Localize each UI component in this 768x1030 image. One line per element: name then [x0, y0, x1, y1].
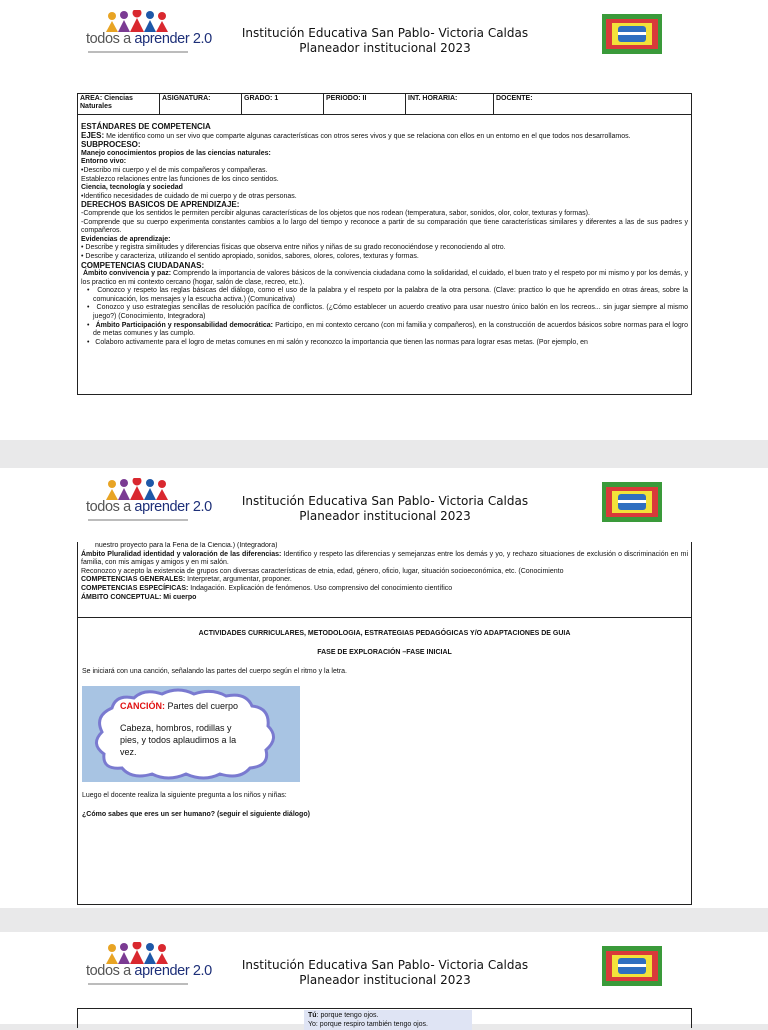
teacher-question-intro: Luego el docente realiza la siguiente pregunta a los niños y niñas: — [82, 792, 287, 799]
logo-wordmark: todos a aprender 2.0 — [86, 31, 212, 47]
logo-tagline — [88, 519, 188, 521]
phase-heading: FASE DE EXPLORACIÓN –FASE INICIAL — [317, 649, 452, 656]
title-line-2: Planeador institucional 2023 — [299, 509, 471, 523]
ciencia-heading: Ciencia, tecnología y sociedad — [81, 184, 183, 192]
standards-section — [78, 115, 691, 347]
todos-a-aprender-logo — [86, 942, 212, 990]
document-title — [220, 26, 550, 56]
logo-tagline — [88, 51, 188, 53]
logo-wordmark: todos a aprender 2.0 — [86, 963, 212, 979]
evidencia-item: • Describe y registra similitudes y diferencias físicas que observa entre niños y niñas de su grado reconociéndose y reconociendo al otro. — [81, 244, 506, 252]
school-flag-icon — [602, 946, 662, 986]
especificas-paragraph: COMPETENCIAS ESPECÍFICAS: Indagación. Explicación de fenómenos. Uso comprensivo del conocimiento científico — [81, 584, 453, 592]
page-header — [0, 0, 768, 80]
ciudadanas-heading: COMPETENCIAS CIUDADANAS: — [81, 260, 205, 270]
people-figures-icon — [106, 478, 176, 500]
grado-cell: GRADO: 1 — [242, 94, 324, 114]
dba-item: -Comprende que los sentidos le permiten percibir algunas características de los objetos que nos rodean (temperatura, sabor, sonidos, olor, color, texturas y formas). — [81, 209, 590, 217]
page-header — [0, 932, 768, 1012]
convivencia-item: • Conozco y respeto las reglas básicas del diálogo, como el uso de la palabra y el respeto por la palabra de la otra persona. (Clave: practico lo que he aprendido en otras áreas, sobre la comunicación, los mensajes y la escucha activa.) (Comunicativa) — [87, 287, 688, 303]
conceptual-heading: ÁMBITO CONCEPTUAL: Mi cuerpo — [81, 593, 197, 601]
planner-table — [77, 93, 692, 395]
school-flag-icon — [602, 482, 662, 522]
competencies-continuation — [77, 542, 692, 618]
todos-a-aprender-logo — [86, 478, 212, 526]
question-text: ¿Cómo sabes que eres un ser humano? (seguir el siguiente diálogo) — [82, 811, 310, 818]
intro-text: Se iniciará con una canción, señalando las partes del cuerpo según el ritmo y la letra. — [82, 668, 347, 675]
pluralidad-item: Reconozco y acepto la existencia de grupos con diversas características de etnia, edad, género, oficio, lugar, situación socioeconómica, etc. (Conocimiento — [81, 567, 564, 575]
continuation-line: nuestro proyecto para la Feria de la Ciencia.) (Integradora) — [95, 542, 278, 549]
title-line-1: Institución Educativa San Pablo- Victoria Caldas — [241, 958, 529, 972]
manejo-heading: Manejo conocimientos propios de las ciencias naturales: — [81, 149, 271, 157]
dba-heading: DERECHOS BASICOS DE APRENDIZAJE: — [81, 200, 240, 210]
ciencia-item: •Identifico necesidades de cuidado de mi cuerpo y de otras personas. — [81, 192, 297, 200]
periodo-cell: PERIODO: II — [324, 94, 406, 114]
document-title — [220, 494, 550, 524]
entorno-item: •Describo mi cuerpo y el de mis compañeros y compañeras. — [81, 166, 268, 174]
activities-section — [77, 618, 692, 905]
title-line-2: Planeador institucional 2023 — [299, 973, 471, 987]
dialog-line: Tú: porque tengo ojos. — [308, 1012, 379, 1019]
entorno-item: Establezco relaciones entre las funciones de los cinco sentidos. — [81, 175, 279, 183]
document-title — [220, 958, 550, 988]
participacion-item: • Colaboro activamente para el logro de metas comunes en mi salón y reconozco la importancia que tienen las normas para lograr esas metas. (Por ejemplo, en — [87, 338, 588, 346]
pluralidad-paragraph: Ámbito Pluralidad identidad y valoración de las diferencias: Identifico y respeto las diferencias y semejanzas entre los demás y yo, y rechazo situaciones de exclusión o discriminación en mi familia, con mis amigas y amigos y en mi salón. — [81, 550, 688, 567]
logo-tagline — [88, 983, 188, 985]
page-1 — [0, 0, 768, 440]
page-3 — [0, 932, 768, 1028]
todos-a-aprender-logo — [86, 10, 212, 58]
evidencia-item: • Describe y caracteriza, utilizando el sentido apropiado, sonidos, sabores, olores, colores, texturas y formas. — [81, 252, 419, 260]
intensidad-cell: INT. HORARIA: — [406, 94, 494, 114]
asignatura-cell: ASIGNATURA: — [160, 94, 242, 114]
convivencia-item: • Conozco y uso estrategias sencillas de resolución pacífica de conflictos. (¿Cómo establecer un acuerdo creativo para usar nuestro único balón en los recreos... sin jugar siempre al mismo juego?) (Conocimiento, Integradora) — [87, 304, 688, 321]
area-cell: AREA: Ciencias Naturales — [78, 94, 160, 114]
song-lyrics: Cabeza, hombros, rodillas y pies, y todos aplaudimos a la vez. — [120, 723, 237, 757]
entorno-heading: Entorno vivo: — [81, 158, 127, 166]
convivencia-paragraph: Ámbito convivencia y paz: Comprendo la importancia de valores básicos de la convivencia ciudadana como la solidaridad, el cuidado, el buen trato y el respeto por mi mismo y por los demás, y los practico en mi contexto cercano (hogar, salón de clase, recreo, etc.). — [81, 270, 688, 286]
title-line-1: Institución Educativa San Pablo- Victoria Caldas — [241, 494, 529, 508]
dialog-line: Yo: porque respiro también tengo ojos. — [308, 1021, 428, 1028]
docente-cell: DOCENTE: — [496, 95, 533, 102]
evidencias-heading: Evidencias de aprendizaje: — [81, 235, 171, 243]
planner-header-row — [78, 94, 691, 115]
participacion-paragraph: • Ámbito Participación y responsabilidad democrática: Participo, en mi contexto cercano (con mi familia y compañeros), en la construcción de acuerdos básicos sobre normas para el logro de metas comunes y las cumplo. — [87, 321, 688, 338]
people-figures-icon — [106, 942, 176, 964]
activities-heading: ACTIVIDADES CURRICULARES, METODOLOGIA, ESTRATEGIAS PEDAGÓGICAS Y/O ADAPTACIONES DE GUIA — [198, 630, 571, 637]
school-flag-icon — [602, 14, 662, 54]
subproceso-heading: SUBPROCESO: — [81, 140, 141, 150]
title-line-2: Planeador institucional 2023 — [299, 41, 471, 55]
song-image — [82, 686, 300, 782]
title-line-1: Institución Educativa San Pablo- Victoria Caldas — [241, 26, 529, 40]
page-2 — [0, 468, 768, 908]
dialog-table — [77, 1008, 692, 1028]
dba-item: -Comprende que su cuerpo experimenta constantes cambios a lo largo del tiempo y reconoce a partir de su comparación que tiene características similares y diferentes a las de sus padres y compañeros. — [81, 218, 688, 235]
estandares-heading: ESTÁNDARES DE COMPETENCIA — [81, 122, 211, 131]
people-figures-icon — [106, 10, 176, 32]
generales-paragraph: COMPETENCIAS GENERALES: Interpretar, argumentar, proponer. — [81, 576, 292, 584]
page-header — [0, 468, 768, 548]
song-title: CANCIÓN: Partes del cuerpo — [120, 701, 239, 711]
dialog-box — [304, 1010, 472, 1030]
ejes-paragraph: EJES: Me identifico como un ser vivo que comparte algunas características con otros seres vivos y que se relaciona con ellos en un entorno en el que todos nos desarrollamos. — [81, 130, 631, 140]
logo-wordmark: todos a aprender 2.0 — [86, 499, 212, 515]
